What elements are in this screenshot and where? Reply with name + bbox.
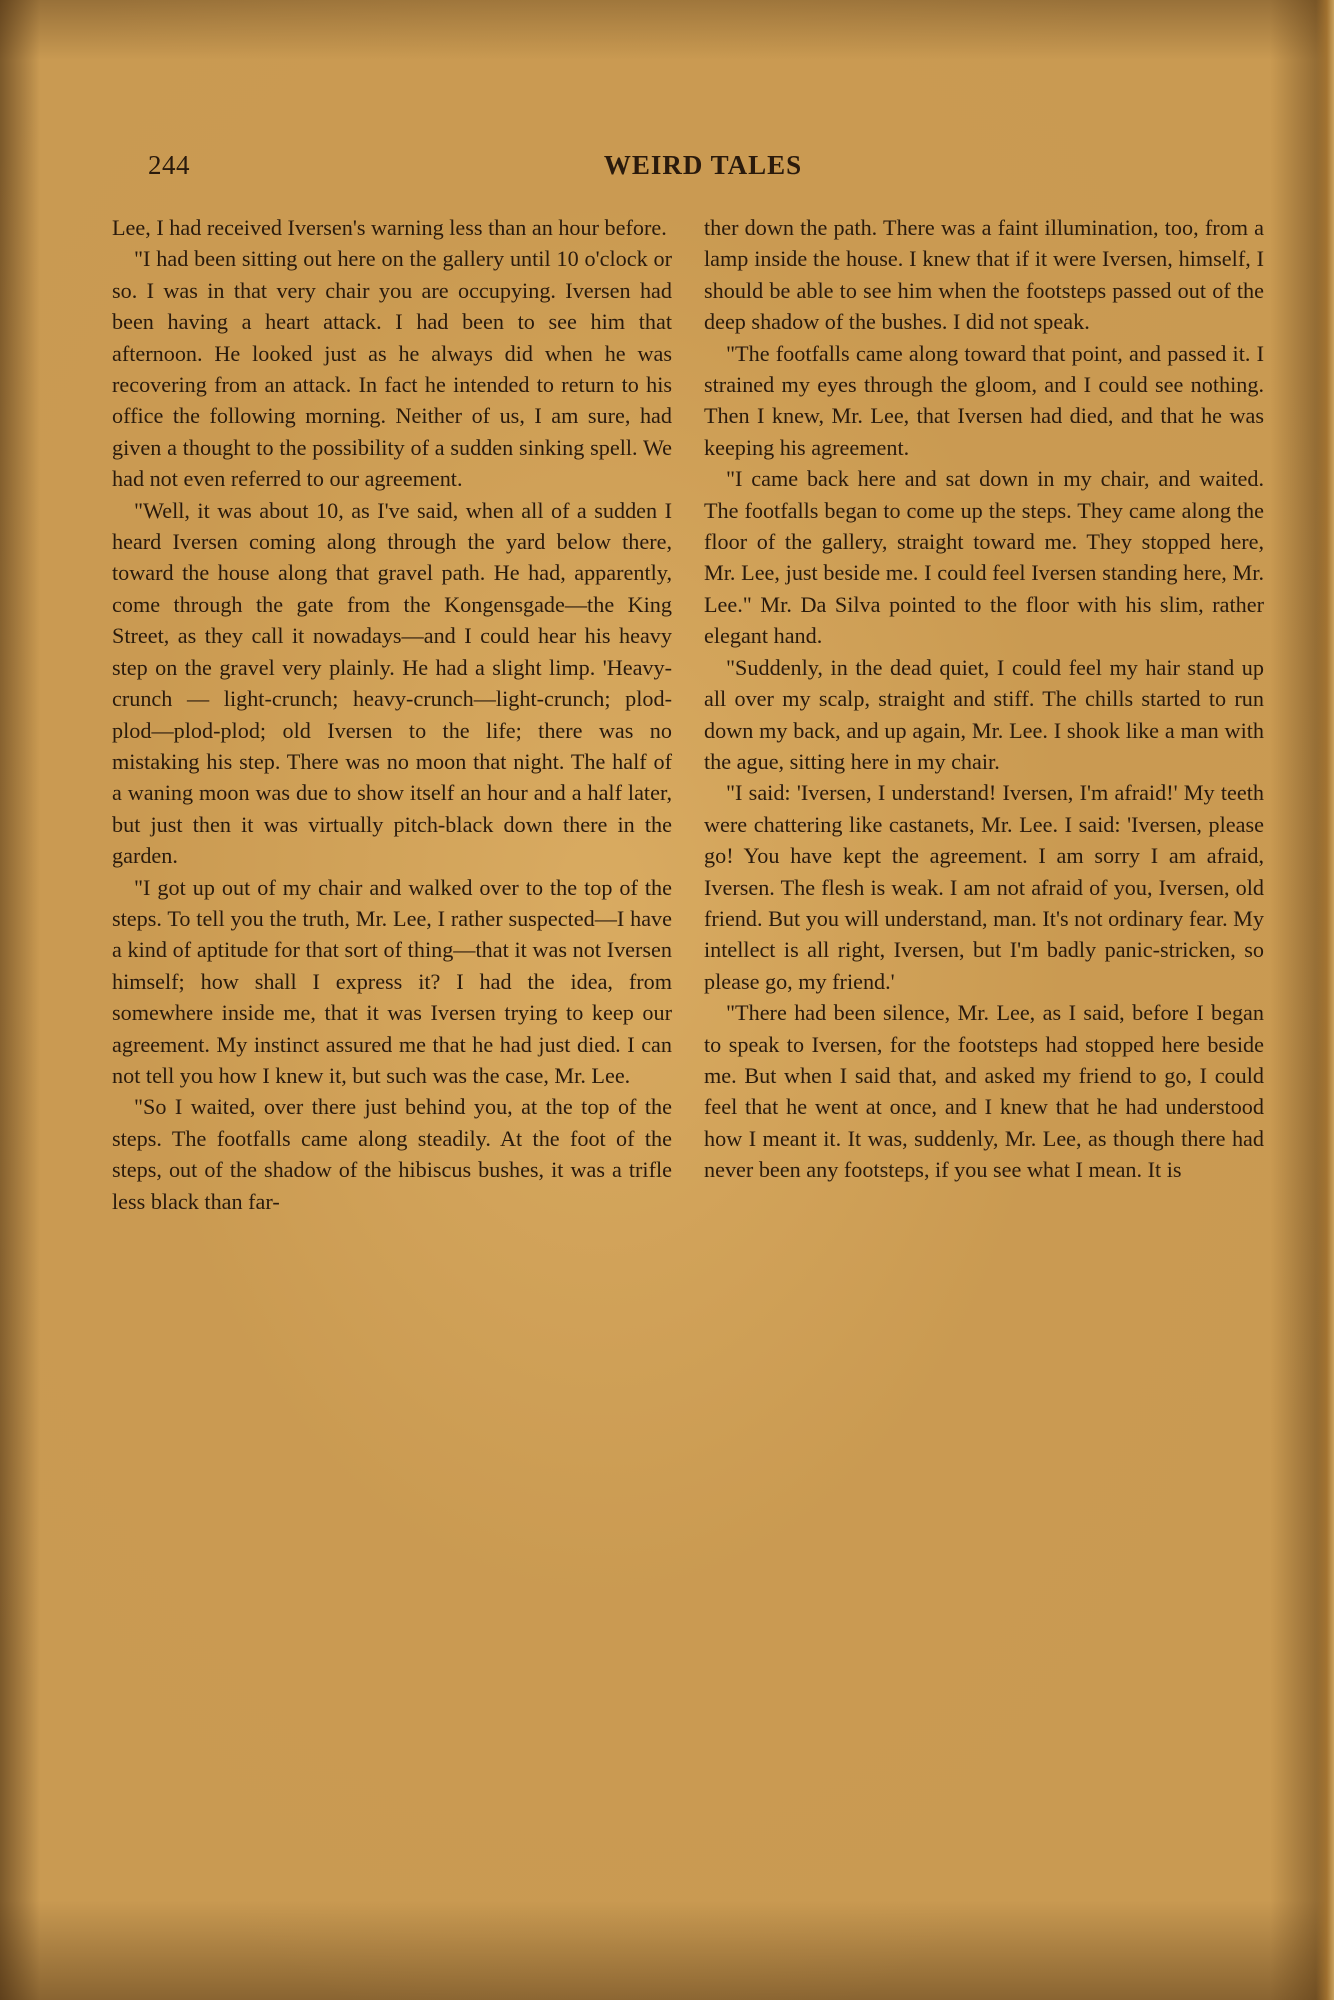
paragraph: Lee, I had received Iversen's warning less than an hour before. bbox=[112, 215, 667, 240]
left-column bbox=[112, 212, 672, 1217]
right-column bbox=[704, 212, 1264, 1186]
text-columns bbox=[112, 212, 1262, 1842]
page-header bbox=[148, 150, 1258, 186]
paragraph: "So I waited, over there just behind you, at the top of the steps. The footfalls came along steadily. At the foot of the steps, out of the shadow of the hibiscus bushes, it was a trifle less black than far- bbox=[112, 1094, 672, 1214]
paragraph: "I said: 'Iversen, I understand! Iversen, I'm afraid!' My teeth were chattering like castanets, Mr. Lee. I said: 'Iversen, please go! You have kept the agreement. I am sorry I am afraid, Iversen. The flesh is weak. I am not afraid of you, Iversen, old friend. But you will understand, man. It's not ordinary fear. My intellect is all right, Iversen, but I'm badly panic-stricken, so please go, my friend.' bbox=[704, 780, 1264, 994]
page-edge-shadow bbox=[1316, 0, 1334, 2000]
paragraph: ther down the path. There was a faint illumination, too, from a lamp inside the house. I knew that if it were Iversen, himself, I should be able to see him when the footsteps passed out of the deep shadow of the bushes. I did not speak. bbox=[704, 215, 1264, 335]
paragraph: "There had been silence, Mr. Lee, as I said, before I began to speak to Iversen, for the footsteps had stopped here beside me. But when I said that, and asked my friend to go, I could feel that he went at once, and I knew that he had understood how I meant it. It was, suddenly, Mr. Lee, as though there had never been any footsteps, if you see what I mean. It is bbox=[704, 1000, 1264, 1183]
paragraph: "I came back here and sat down in my chair, and waited. The footfalls began to come up the steps. They came along the floor of the gallery, straight toward me. They stopped here, Mr. Lee, just beside me. I could feel Iversen standing here, Mr. Lee." Mr. Da Silva pointed to the floor with his slim, rather elegant hand. bbox=[704, 466, 1264, 649]
paragraph: "The footfalls came along toward that point, and passed it. I strained my eyes through the gloom, and I could see nothing. Then I knew, Mr. Lee, that Iversen had died, and that he was keeping his agreement. bbox=[704, 340, 1264, 460]
running-head: WEIRD TALES bbox=[603, 150, 803, 180]
page-number: 244 bbox=[148, 150, 190, 180]
paragraph: "Suddenly, in the dead quiet, I could feel my hair stand up all over my scalp, straight and stiff. The chills started to run down my back, and up again, Mr. Lee. I shook like a man with the ague, sitting here in my chair. bbox=[704, 654, 1264, 774]
paragraph: "Well, it was about 10, as I've said, when all of a sudden I heard Iversen coming along through the yard below there, toward the house along that gravel path. He had, apparently, come through the gate from the Kongensgade—the King Street, as they call it nowadays—and I could hear his heavy step on the gravel very plainly. He had a slight limp. 'Heavy-crunch — light-crunch; heavy-crunch—light-crunch; plod-plod—plod-plod; old Iversen to the life; there was no mistaking his step. There was no moon that night. The half of a waning moon was due to show itself an hour and a half later, but just then it was virtually pitch-black down there in the garden. bbox=[112, 497, 672, 869]
paragraph: "I got up out of my chair and walked over to the top of the steps. To tell you the truth, Mr. Lee, I rather suspected—I have a kind of aptitude for that sort of thing—that it was not Iversen himself; how shall I express it? I had the idea, from somewhere inside me, that it was Iversen trying to keep our agreement. My instinct assured me that he had just died. I can not tell you how I knew it, but such was the case, Mr. Lee. bbox=[112, 874, 672, 1088]
paragraph: "I had been sitting out here on the gallery until 10 o'clock or so. I was in that very chair you are occupying. Iversen had been having a heart attack. I had been to see him that afternoon. He looked just as he always did when he was recovering from an attack. In fact he intended to return to his office the following morning. Neither of us, I am sure, had given a thought to the possibility of a sudden sinking spell. We had not even referred to our agreement. bbox=[112, 246, 672, 492]
